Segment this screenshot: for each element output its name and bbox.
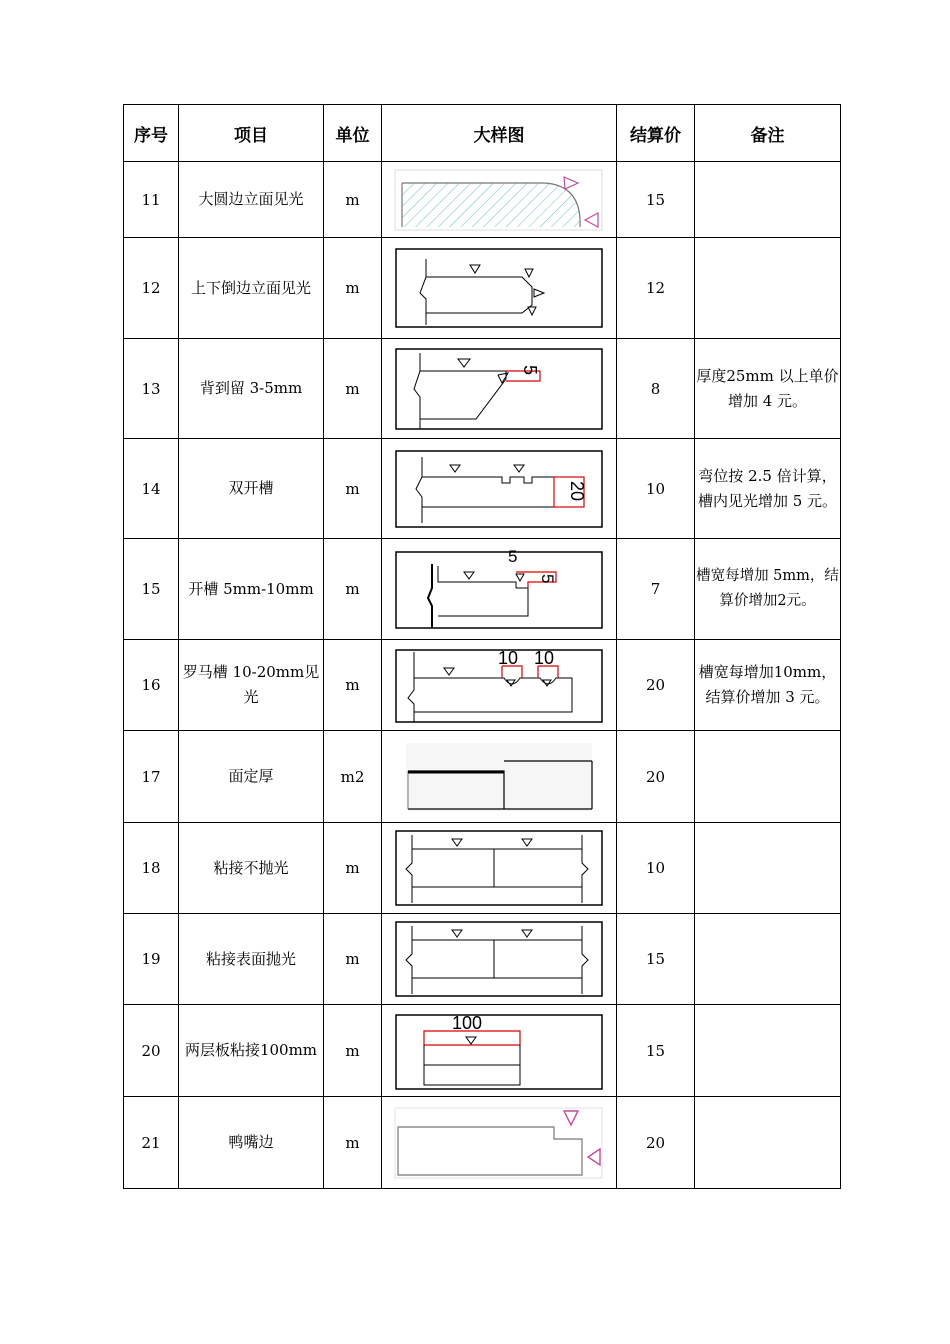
table-row <box>124 439 841 539</box>
header-seq: 序号 <box>124 105 179 162</box>
row-price: 20 <box>617 1097 695 1189</box>
row-unit: m <box>324 914 382 1005</box>
header-unit: 单位 <box>324 105 382 162</box>
header-price: 结算价 <box>617 105 695 162</box>
duck-bill-edge-icon <box>394 1107 604 1179</box>
row-item: 双开槽 <box>179 439 324 539</box>
header-item: 项目 <box>179 105 324 162</box>
row-seq: 15 <box>124 539 179 640</box>
row-unit: m <box>324 1005 382 1097</box>
row-note <box>695 731 841 823</box>
row-item: 鸭嘴边 <box>179 1097 324 1189</box>
row-item: 粘接表面抛光 <box>179 914 324 1005</box>
single-groove-icon <box>394 548 604 630</box>
dim-label: 20 <box>567 480 587 501</box>
row-price: 15 <box>617 914 695 1005</box>
row-price: 10 <box>617 823 695 914</box>
row-price: 15 <box>617 162 695 238</box>
row-note <box>695 1005 841 1097</box>
row-note <box>695 162 841 238</box>
row-unit: m2 <box>324 731 382 823</box>
back-chamfer-icon <box>394 347 604 431</box>
row-seq: 18 <box>124 823 179 914</box>
two-layer-bond-icon <box>394 1011 604 1091</box>
table-row <box>124 823 841 914</box>
dim-label: 10 <box>534 648 555 668</box>
dim-label: 5 <box>520 364 540 375</box>
row-note: 厚度25mm 以上单价增加 4 元。 <box>695 339 841 439</box>
row-item: 上下倒边立面见光 <box>179 238 324 339</box>
row-item: 开槽 5mm-10mm <box>179 539 324 640</box>
row-unit: m <box>324 823 382 914</box>
row-unit: m <box>324 339 382 439</box>
table-row <box>124 914 841 1005</box>
row-note: 槽宽每增加10mm，结算价增加 3 元。 <box>695 640 841 731</box>
face-thickness-icon <box>404 741 594 813</box>
row-price: 8 <box>617 339 695 439</box>
table-row <box>124 238 841 339</box>
row-price: 10 <box>617 439 695 539</box>
table-row <box>124 731 841 823</box>
row-seq: 12 <box>124 238 179 339</box>
row-note <box>695 823 841 914</box>
row-item: 两层板粘接100mm <box>179 1005 324 1097</box>
row-item: 大圆边立面见光 <box>179 162 324 238</box>
bonded-unpolished-icon <box>394 829 604 907</box>
row-price: 7 <box>617 539 695 640</box>
row-price: 20 <box>617 731 695 823</box>
table-row <box>124 640 841 731</box>
row-item: 罗马槽 10-20mm见光 <box>179 640 324 731</box>
table-row <box>124 339 841 439</box>
header-note: 备注 <box>695 105 841 162</box>
header-drawing: 大样图 <box>382 105 617 162</box>
row-unit: m <box>324 1097 382 1189</box>
table-row <box>124 1097 841 1189</box>
dim-label: 5 <box>508 548 518 566</box>
row-unit: m <box>324 162 382 238</box>
large-round-edge-icon <box>394 169 604 231</box>
table-row <box>124 162 841 238</box>
dim-label: 5 <box>538 574 557 584</box>
header-row <box>124 105 841 162</box>
row-unit: m <box>324 238 382 339</box>
double-groove-icon <box>394 449 604 529</box>
dim-label: 10 <box>498 648 519 668</box>
dim-label: 100 <box>452 1012 483 1033</box>
row-seq: 19 <box>124 914 179 1005</box>
row-seq: 16 <box>124 640 179 731</box>
row-price: 15 <box>617 1005 695 1097</box>
row-unit: m <box>324 640 382 731</box>
row-item: 粘接不抛光 <box>179 823 324 914</box>
double-bevel-edge-icon <box>394 247 604 329</box>
row-note: 弯位按 2.5 倍计算，槽内见光增加 5 元。 <box>695 439 841 539</box>
roman-groove-icon <box>394 646 604 724</box>
row-note <box>695 1097 841 1189</box>
row-note <box>695 914 841 1005</box>
row-price: 12 <box>617 238 695 339</box>
row-unit: m <box>324 539 382 640</box>
row-seq: 17 <box>124 731 179 823</box>
row-seq: 21 <box>124 1097 179 1189</box>
row-item: 面定厚 <box>179 731 324 823</box>
row-unit: m <box>324 439 382 539</box>
bonded-polished-icon <box>394 920 604 998</box>
row-seq: 14 <box>124 439 179 539</box>
row-note <box>695 238 841 339</box>
row-note: 槽宽每增加 5mm，结算价增加2元。 <box>695 539 841 640</box>
table-row <box>124 1005 841 1097</box>
row-item: 背到留 3-5mm <box>179 339 324 439</box>
row-seq: 20 <box>124 1005 179 1097</box>
row-seq: 11 <box>124 162 179 238</box>
row-seq: 13 <box>124 339 179 439</box>
row-price: 20 <box>617 640 695 731</box>
price-table <box>123 104 841 1189</box>
table-row <box>124 539 841 640</box>
